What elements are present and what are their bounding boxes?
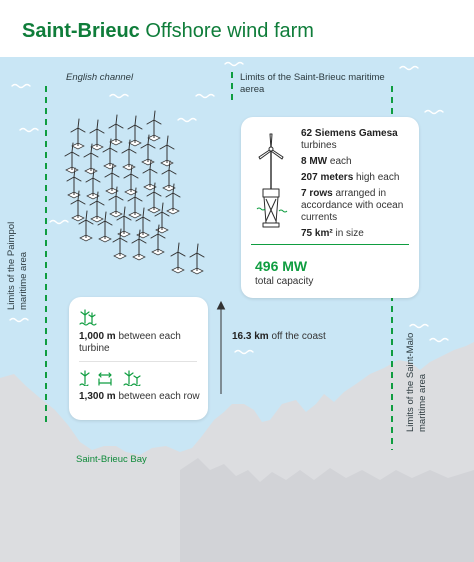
capacity-label: total capacity (255, 276, 314, 287)
stat-height: 207 meters high each (301, 172, 400, 183)
paimpol-limits-label: Limits of the Paimpol maritime area (6, 221, 29, 310)
saint-malo-limits-label: Limits of the Saint-Malo maritime area (405, 332, 428, 432)
spacing-card (69, 297, 208, 420)
stat-power: 8 MW each (301, 156, 352, 167)
stat-rows: 7 rows arranged in accordance with ocean currents (301, 188, 404, 223)
distance-label: 16.3 km off the coast (232, 331, 326, 342)
coast-detail (180, 458, 474, 562)
row-spacing: 1,300 m between each row (79, 391, 200, 402)
title-bold: Saint-Brieuc (22, 20, 140, 42)
page-title (22, 20, 314, 43)
saint-brieuc-limits-label: Limits of the Saint-Brieuc maritime aerea (240, 72, 385, 95)
card-divider (79, 361, 197, 362)
turbine-platform-icon (255, 131, 291, 231)
farm-stats-card (241, 117, 419, 298)
stat-turbines: 62 Siemens Gamesa turbines (301, 128, 398, 151)
english-channel-label: English channel (66, 72, 134, 83)
stat-size: 75 km² in size (301, 228, 364, 239)
turbine-spacing: 1,000 m between each turbine (79, 331, 181, 354)
title-regular: Offshore wind farm (145, 20, 314, 42)
card-divider (251, 244, 409, 245)
turbine-spacing-icon (79, 308, 97, 326)
bay-label: Saint-Brieuc Bay (76, 454, 147, 465)
row-spacing-icon (79, 370, 143, 386)
capacity-value: 496 MW (255, 258, 308, 274)
